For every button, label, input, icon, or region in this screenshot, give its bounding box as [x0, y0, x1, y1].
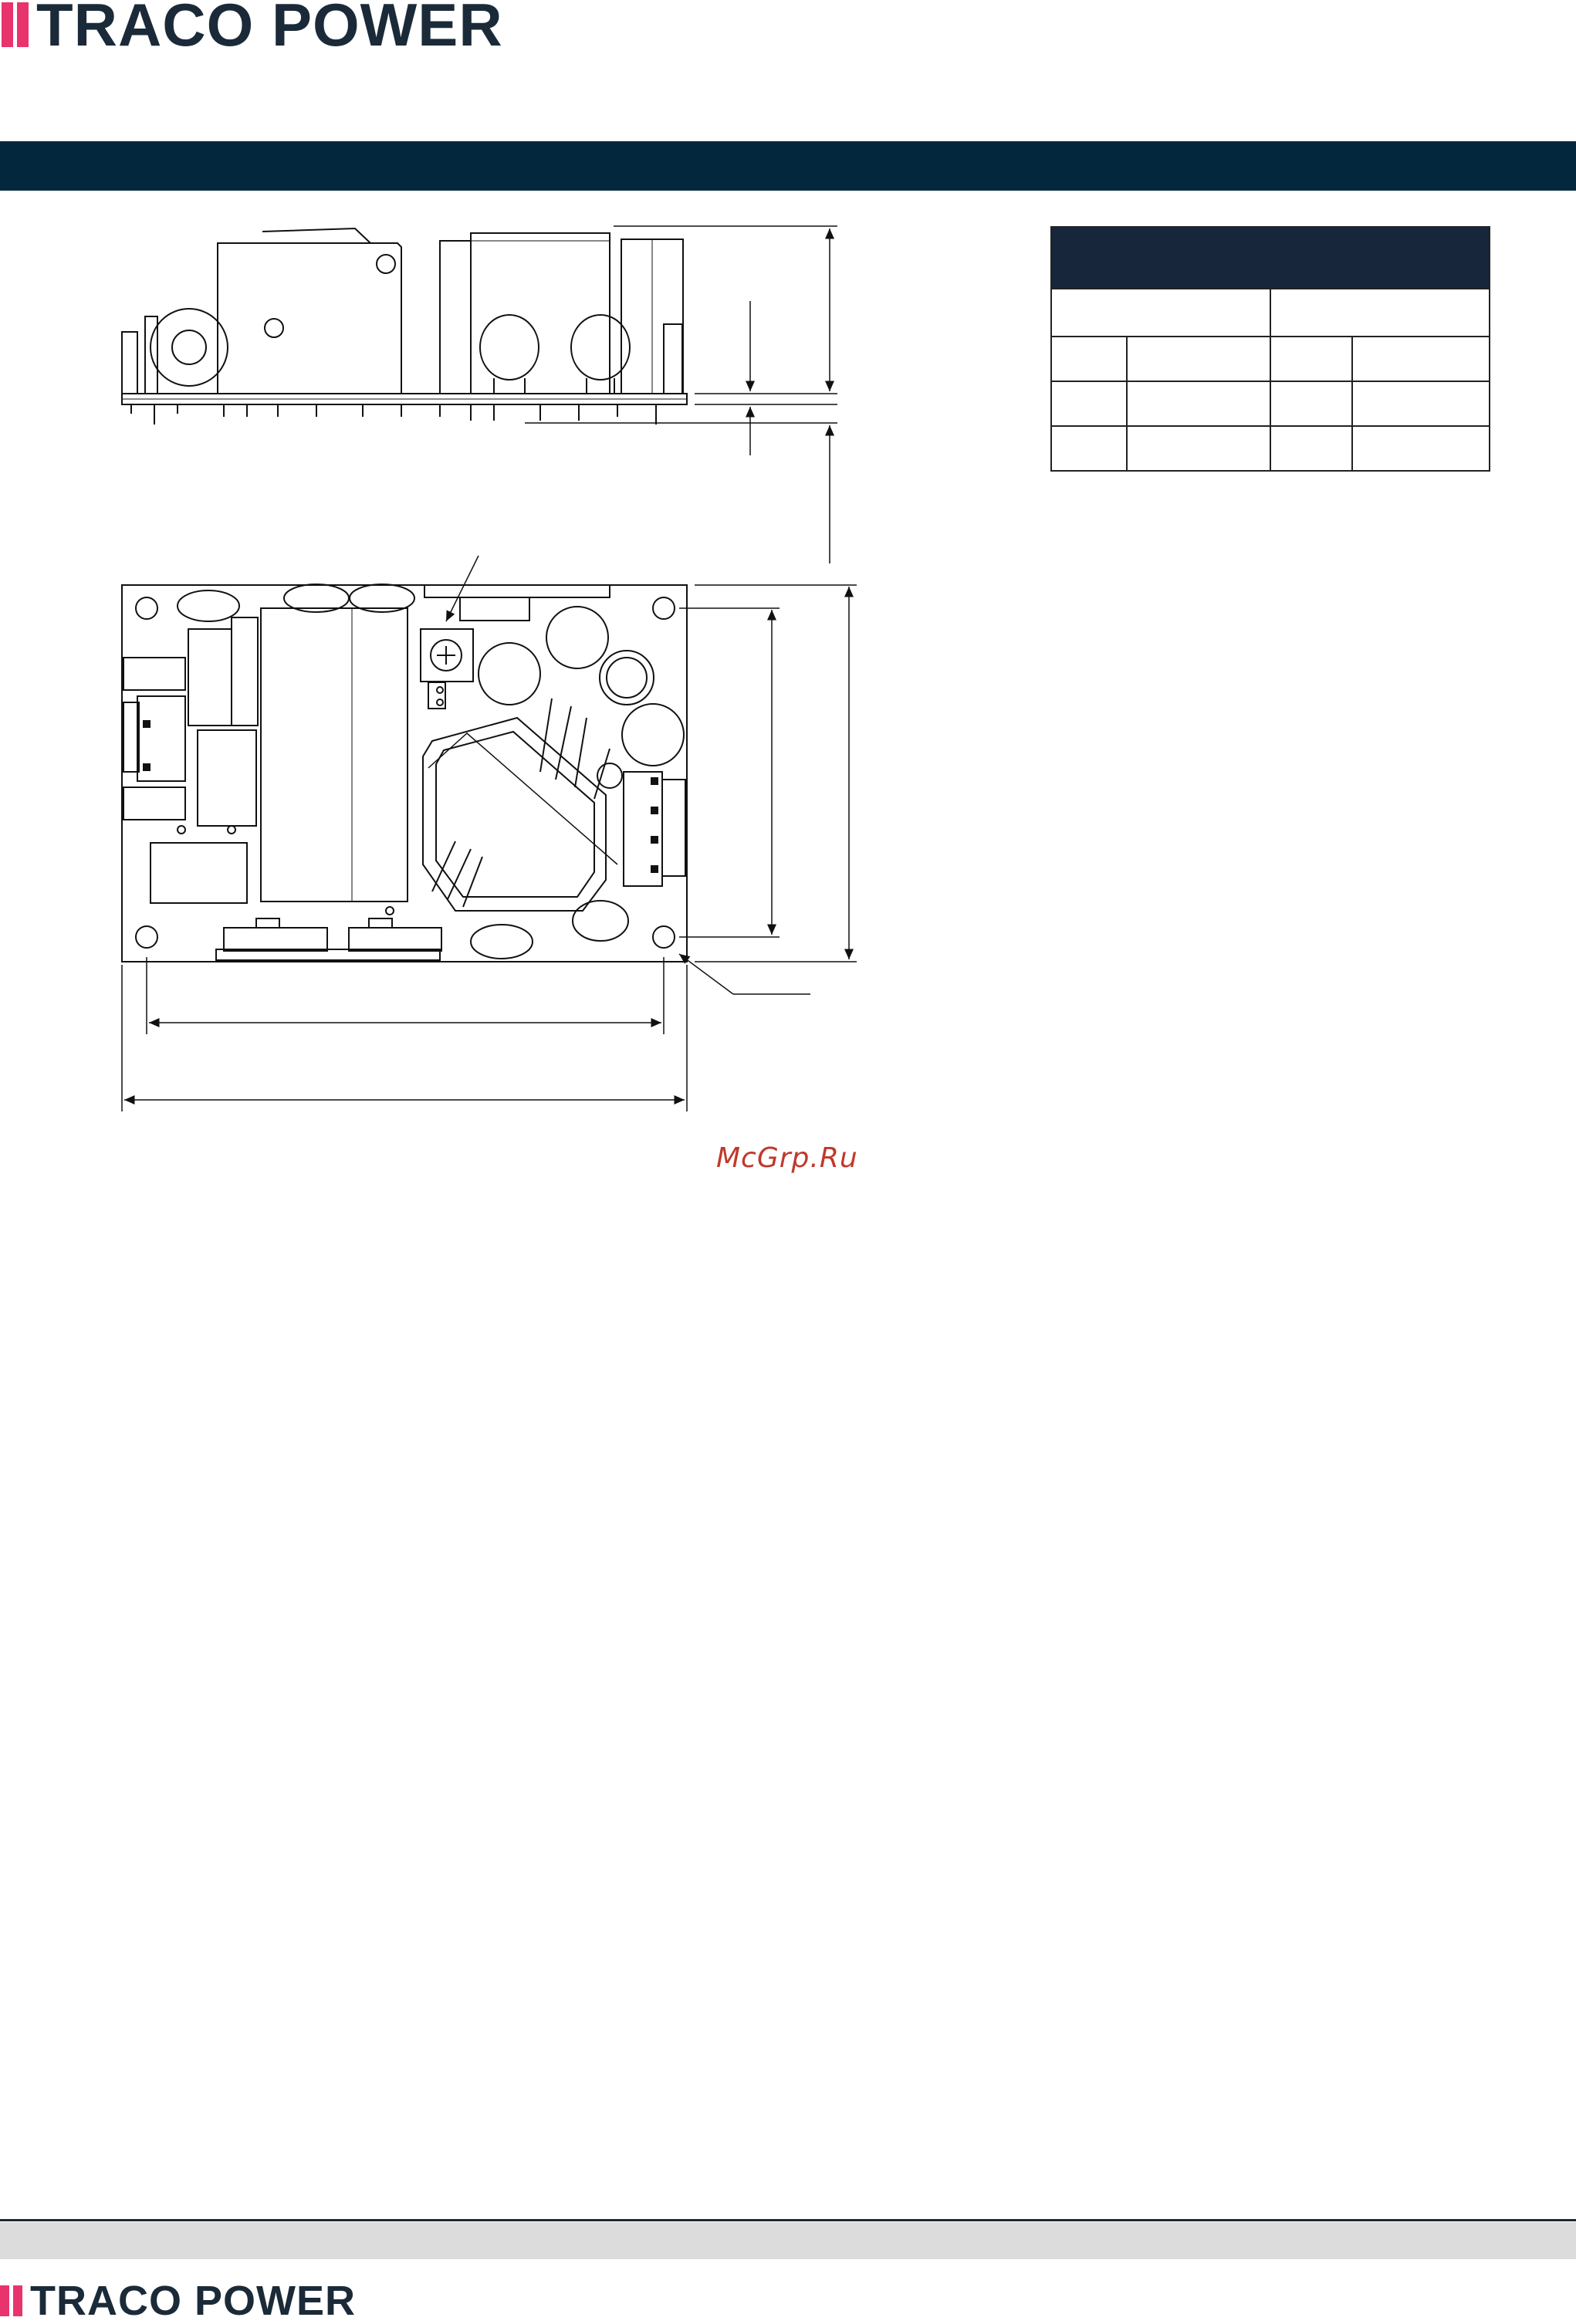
- footer-brand-name: TRACO POWER: [30, 2278, 356, 2324]
- table-header-row: [1051, 227, 1490, 289]
- side-view-outline: [122, 228, 687, 425]
- footer-logo: [0, 2278, 356, 2324]
- mounting-hole-icon: [136, 597, 157, 619]
- footer-divider: [0, 2219, 1576, 2221]
- table-subheader-row: [1051, 289, 1490, 337]
- side-view-dimensions: [525, 226, 837, 563]
- table-row: [1051, 426, 1490, 471]
- table-row: [1051, 337, 1490, 381]
- pin-assignment-table: [1050, 226, 1490, 472]
- logo-bars-icon: [0, 2285, 22, 2316]
- table-row: [1051, 381, 1490, 426]
- brand-name: TRACO POWER: [36, 0, 503, 59]
- top-view-outline: [122, 584, 687, 962]
- watermark: McGrp.Ru: [716, 1142, 858, 1174]
- footer-band: [0, 2222, 1576, 2259]
